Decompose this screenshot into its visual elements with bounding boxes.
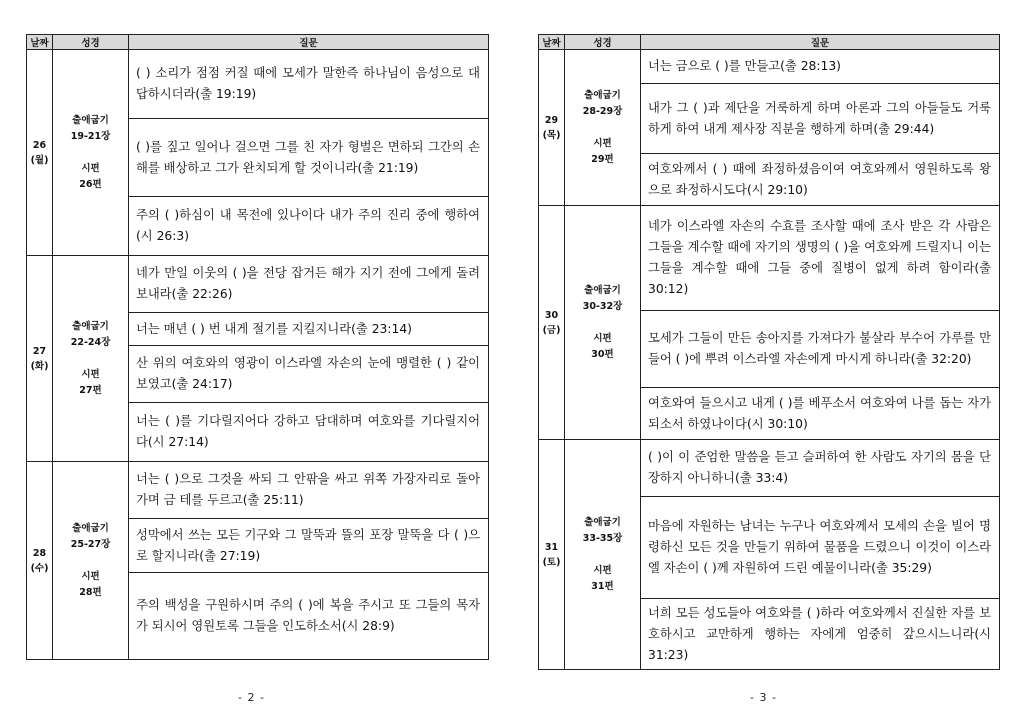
header-day: 날짜: [539, 35, 565, 50]
page-3-table: [538, 34, 1000, 670]
bible-reading-cell: 출애굽기 30-32장 시편 30편: [565, 206, 641, 440]
question-cell: 주의 ( )하심이 내 목전에 있나이다 내가 주의 진리 중에 행하여(시 26:3): [129, 197, 489, 256]
day-cell: 30 (금): [539, 206, 565, 440]
day-cell: 31 (토): [539, 440, 565, 670]
question-cell: 너는 매년 ( ) 번 내게 절기를 지킬지니라(출 23:14): [129, 313, 489, 346]
table-row: [27, 256, 489, 313]
question-cell: 산 위의 여호와의 영광이 이스라엘 자손의 눈에 맹렬한 ( ) 같이 보였고(출 24:17): [129, 346, 489, 403]
question-cell: 여호와께서 ( ) 때에 좌정하셨음이여 여호와께서 영원하도록 왕으로 좌정하시도다(시 29:10): [641, 154, 1000, 206]
question-cell: ( )를 짚고 일어나 걸으면 그를 친 자가 형벌은 면하되 그간의 손해를 배상하고 그가 완치되게 할 것이니라(출 21:19): [129, 119, 489, 197]
header-day: 날짜: [27, 35, 53, 50]
bible-reading-cell: 출애굽기 19-21장 시편 26편: [53, 50, 129, 256]
day-cell: 26 (월): [27, 50, 53, 256]
question-cell: 주의 백성을 구원하시며 주의 ( )에 복을 주시고 또 그들의 목자가 되시어 영원토록 그들을 인도하소서(시 28:9): [129, 573, 489, 660]
question-cell: ( )이 이 준엄한 말씀을 듣고 슬퍼하여 한 사람도 자기의 몸을 단장하지 아니하니(출 33:4): [641, 440, 1000, 497]
page-number: - 3 -: [750, 691, 777, 704]
day-cell: 29 (목): [539, 50, 565, 206]
question-cell: 여호와여 들으시고 내게 ( )를 베푸소서 여호와여 나를 돕는 자가 되소서 하였나이다(시 30:10): [641, 388, 1000, 440]
question-cell: 네가 이스라엘 자손의 수효를 조사할 때에 조사 받은 각 사람은 그들을 계수할 때에 자기의 생명의 ( )을 여호와께 드릴지니 이는 그들을 계수할 때에 그들 중에 질병이 없게 하려 함이라(출 30:12): [641, 206, 1000, 311]
table-row: [539, 440, 1000, 497]
question-cell: 성막에서 쓰는 모든 기구와 그 말뚝과 뜰의 포장 말뚝을 다 ( )으로 할지니라(출 27:19): [129, 519, 489, 573]
table-row: [27, 462, 489, 519]
page-2-table: [26, 34, 489, 660]
table-header-row: [27, 35, 489, 50]
question-cell: 너는 ( )으로 그것을 싸되 그 안팎을 싸고 위쪽 가장자리로 돌아가며 금 테를 두르고(출 25:11): [129, 462, 489, 519]
bible-reading-cell: 출애굽기 33-35장 시편 31편: [565, 440, 641, 670]
table-row: [539, 206, 1000, 311]
page-number: - 2 -: [238, 691, 265, 704]
question-cell: 너희 모든 성도들아 여호와를 ( )하라 여호와께서 진실한 자를 보호하시고 교만하게 행하는 자에게 엄중히 갚으시느니라(시 31:23): [641, 599, 1000, 670]
day-cell: 28 (수): [27, 462, 53, 660]
bible-reading-cell: 출애굽기 25-27장 시편 28편: [53, 462, 129, 660]
table-header-row: [539, 35, 1000, 50]
question-cell: 네가 만일 이웃의 ( )을 전당 잡거든 해가 지기 전에 그에게 돌려보내라(출 22:26): [129, 256, 489, 313]
bible-reading-cell: 출애굽기 28-29장 시편 29편: [565, 50, 641, 206]
question-cell: ( ) 소리가 점점 커질 때에 모세가 말한즉 하나님이 음성으로 대답하시더라(출 19:19): [129, 50, 489, 119]
header-bible: 성경: [565, 35, 641, 50]
question-cell: 모세가 그들이 만든 송아지를 가져다가 불살라 부수어 가루를 만들어 ( )에 뿌려 이스라엘 자손에게 마시게 하니라(출 32:20): [641, 311, 1000, 388]
header-question: 질문: [129, 35, 489, 50]
question-cell: 너는 금으로 ( )를 만들고(출 28:13): [641, 50, 1000, 84]
header-bible: 성경: [53, 35, 129, 50]
table-row: [539, 50, 1000, 84]
table-row: [27, 50, 489, 119]
day-cell: 27 (화): [27, 256, 53, 462]
question-cell: 내가 그 ( )과 제단을 거룩하게 하며 아론과 그의 아들들도 거룩하게 하여 내게 제사장 직분을 행하게 하며(출 29:44): [641, 84, 1000, 154]
header-question: 질문: [641, 35, 1000, 50]
question-cell: 마음에 자원하는 남녀는 누구나 여호와께서 모세의 손을 빌어 명령하신 모든 것을 만들기 위하여 물품을 드렸으니 이것이 이스라엘 자손이 ( )께 자원하여 드린 예물이니라(출 35:29): [641, 497, 1000, 599]
question-cell: 너는 ( )를 기다릴지어다 강하고 담대하며 여호와를 기다릴지어다(시 27:14): [129, 403, 489, 462]
bible-reading-cell: 출애굽기 22-24장 시편 27편: [53, 256, 129, 462]
